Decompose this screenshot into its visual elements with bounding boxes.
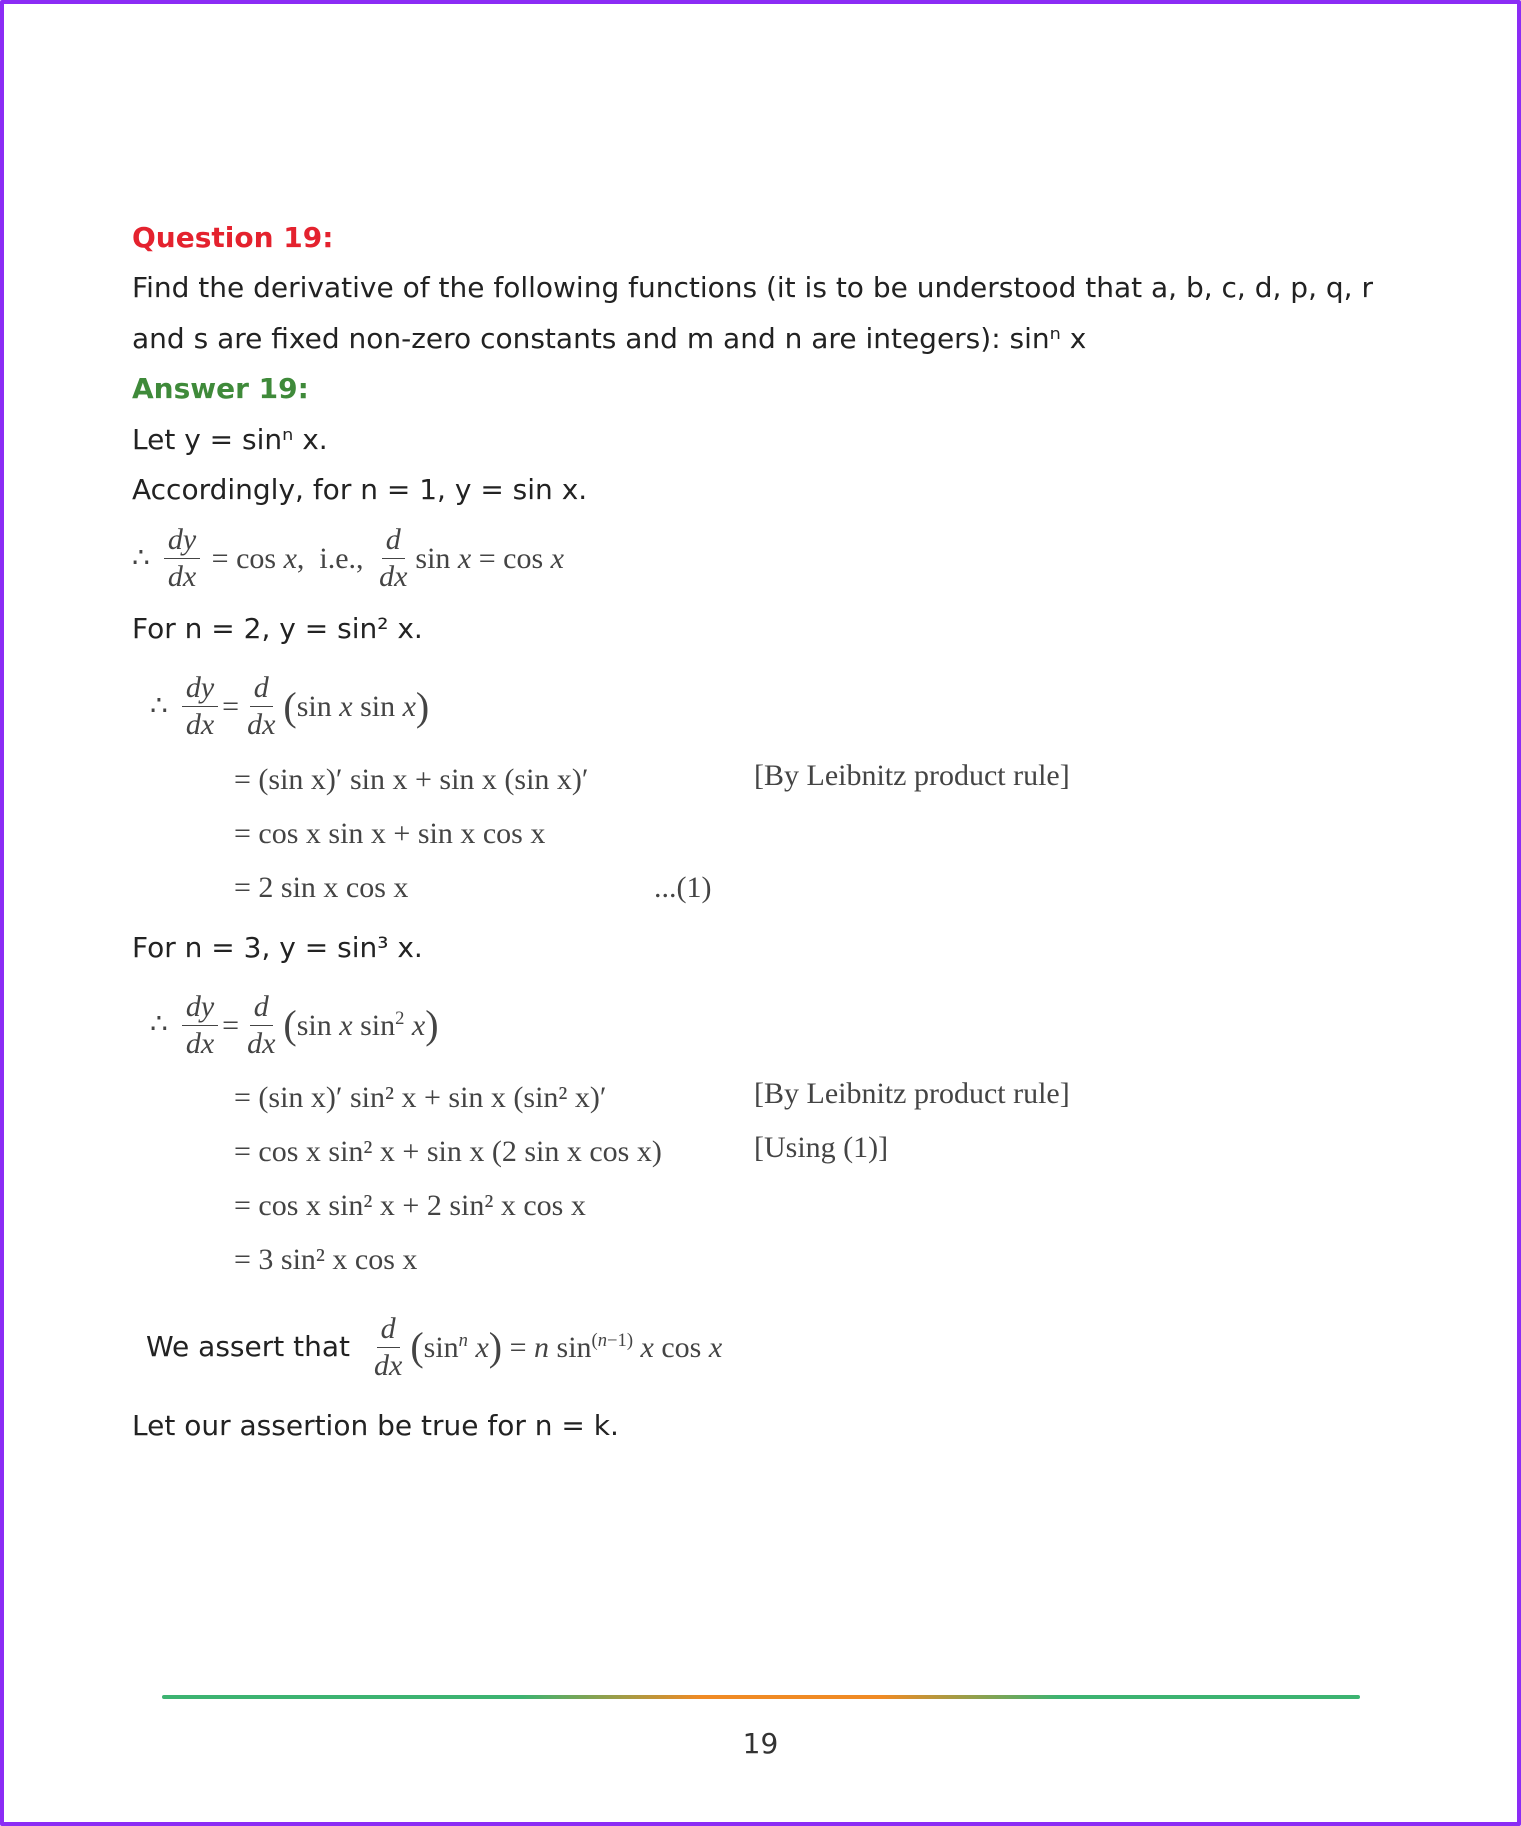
question-text-line2: and s are fixed non-zero constants and m and n are integers): sinⁿ x [132, 321, 1087, 355]
derivation-n2-step2-expr: = cos x sin x + sin x cos x [234, 816, 546, 850]
answer-let-y: Let y = sinⁿ x. [132, 422, 328, 456]
answer-for-n3: For n = 3, y = sin³ x. [132, 930, 423, 964]
derivation-n3-step2-expr: = cos x sin² x + sin x (2 sin x cos x) [234, 1135, 662, 1169]
derivation-n2-first: ∴ $\frac{dy}{dx}$ = $\frac{d}{dx}$ ( sin x sin x ) [150, 671, 430, 742]
equation-label-1: ...(1) [654, 870, 712, 904]
derivation-n3-step1 [132, 1070, 1412, 1124]
answer-heading: Answer 19: [132, 372, 309, 406]
derivation-n2-step2 [132, 806, 1412, 860]
question-text-line1: Find the derivative of the following functions (it is to be understood that a, b, c, d, p, q, r [132, 271, 1373, 305]
question-heading: Question 19: [132, 221, 334, 254]
equation-n1: ∴ $\frac{dy}{dx}$ = cos x, i.e., $\frac{d}{dx}$ sin x = cos x [132, 523, 564, 594]
answer-let-true: Let our assertion be true for n = k. [132, 1409, 619, 1443]
derivation-n2-step3-expr: = 2 sin x cos x [234, 870, 409, 904]
page-number: 19 [742, 1727, 779, 1760]
page-content [132, 220, 1412, 1467]
assertion-equation: $\frac{d}{dx}$ ( $\sin^n x$ ) = n $\sin^{(n-1)} x$ cos x [373, 1311, 723, 1382]
derivation-n3-step4-expr: = 3 sin² x cos x [234, 1243, 418, 1277]
derivation-n3-step3 [132, 1178, 1412, 1232]
derivation-n2-step1 [132, 752, 1412, 806]
fraction-d-dx: $\frac{d}{dx}$ [379, 523, 408, 594]
leibnitz-note: [By Leibnitz product rule] [754, 758, 1070, 792]
footer-rule-bar [162, 1695, 1360, 1699]
derivation-n2-step3 [132, 860, 1412, 914]
therefore-symbol: ∴ [132, 542, 150, 574]
fraction-dy-dx: $\frac{dy}{dx}$ [164, 522, 200, 595]
footer-rule [162, 1693, 1360, 1701]
derivation-n3-step1-expr: = (sin x)′ sin² x + sin x (sin² x)′ [234, 1081, 607, 1115]
using-1-note: [Using (1)] [754, 1131, 889, 1165]
derivation-n3-first: ∴ $\frac{dy}{dx}$ = $\frac{d}{dx}$ ( sin x $\sin^2 x$ ) [150, 989, 439, 1060]
derivation-n2 [132, 662, 1412, 914]
assertion-prefix: We assert that [146, 1329, 350, 1363]
assertion-row [146, 1302, 1412, 1392]
answer-for-n2: For n = 2, y = sin² x. [132, 612, 423, 646]
derivation-n3 [132, 980, 1412, 1286]
leibnitz-note-2: [By Leibnitz product rule] [754, 1077, 1070, 1111]
answer-accordingly: Accordingly, for n = 1, y = sin x. [132, 472, 588, 506]
derivation-n3-step4 [132, 1232, 1412, 1286]
derivation-n2-step1-expr: = (sin x)′ sin x + sin x (sin x)′ [234, 762, 589, 796]
derivation-n3-step3-expr: = cos x sin² x + 2 sin² x cos x [234, 1189, 586, 1223]
derivation-n3-step2 [132, 1124, 1412, 1178]
